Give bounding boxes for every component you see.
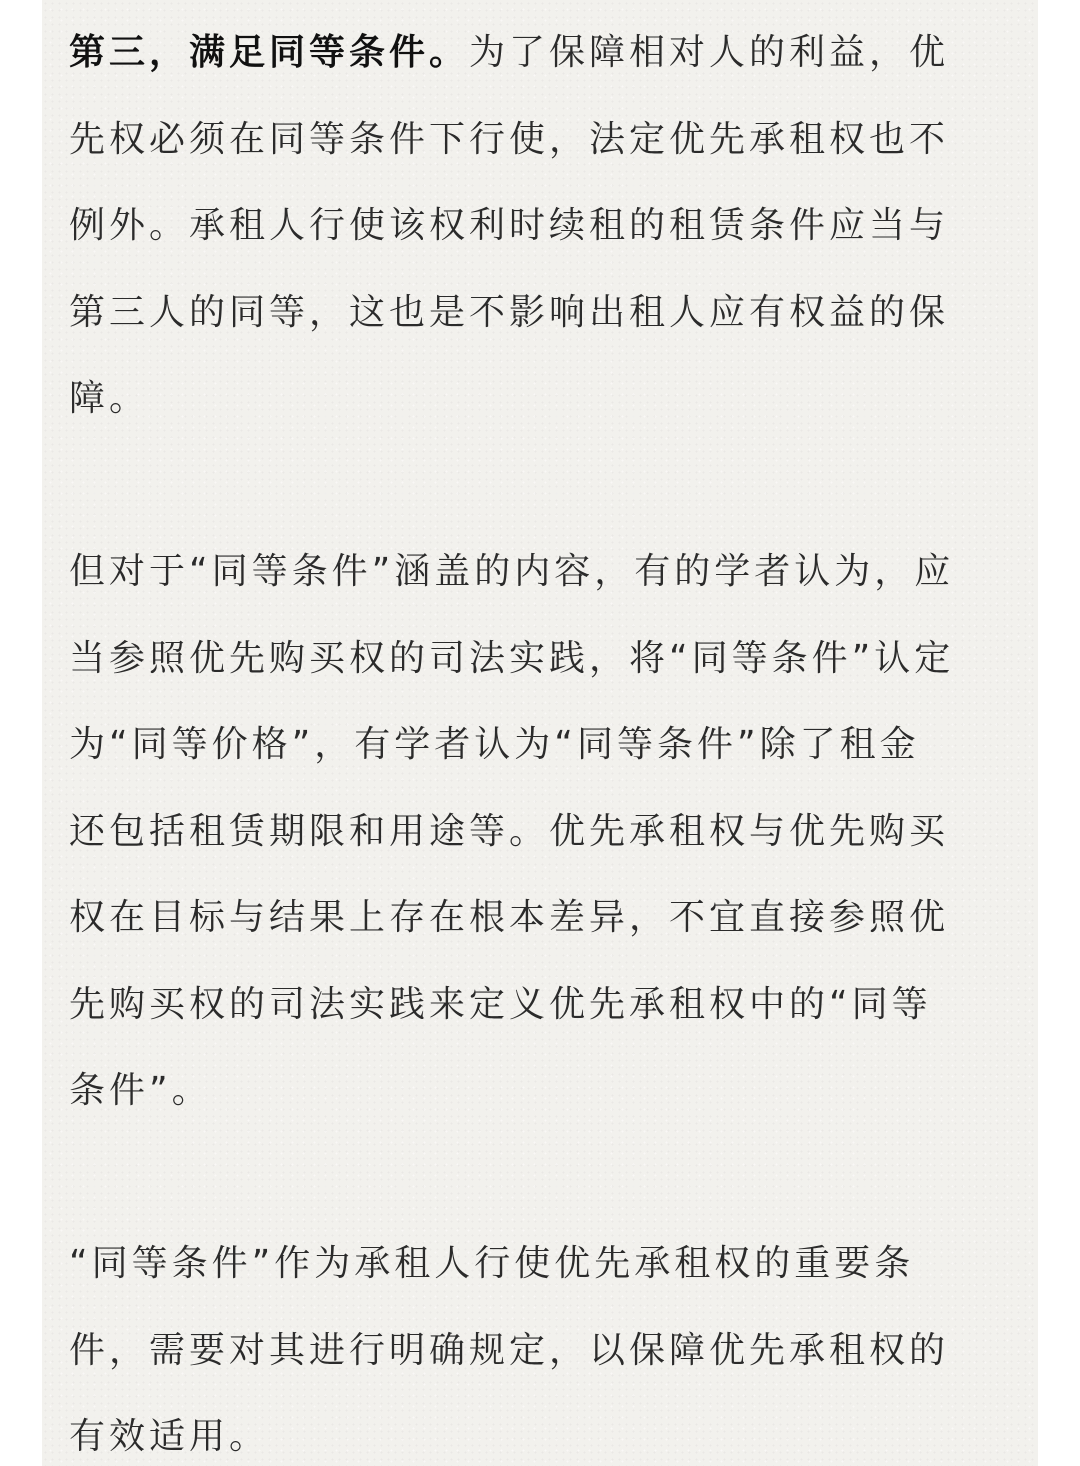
text-line: 有效适用。 (69, 1416, 270, 1457)
text-line: 先购买权的司法实践来定义优先承租权中的“同等 (69, 983, 932, 1025)
text-line: 权在目标与结果上存在根本差异，不宜直接参照优 (69, 897, 950, 938)
text-line: 条件”。 (69, 1070, 212, 1111)
text-line: 为“同等价格”，有学者认为“同等条件”除了租金 (69, 724, 920, 765)
text-line: 还包括租赁期限和用途等。优先承租权与优先购买 (69, 810, 950, 852)
text-line: 例外。承租人行使该权利时续租的租赁条件应当与 (69, 205, 950, 246)
text-fragment: 为了保障相对人的利益，优 (469, 32, 950, 73)
text-line: 件，需要对其进行明确规定，以保障优先承租权的 (69, 1329, 950, 1371)
text-line: 先权必须在同等条件下行使，法定优先承租权也不 (69, 118, 950, 160)
paragraph-scholarly-views (69, 529, 1019, 1135)
text-line: 当参照优先购买权的司法实践，将“同等条件”认定 (69, 637, 955, 679)
text-line: 但对于“同等条件”涵盖的内容，有的学者认为，应 (69, 551, 955, 592)
text-line: 第三人的同等，这也是不影响出租人应有权益的保 (69, 291, 950, 333)
paragraph-conclusion (69, 1221, 1019, 1466)
text-line (69, 10, 1019, 97)
section-heading: 第三，满足同等条件。 (69, 32, 470, 73)
text-line: 障。 (69, 378, 150, 419)
paragraph-equal-conditions-requirement (69, 10, 1019, 443)
text-line: “同等条件”作为承租人行使优先承租权的重要条 (69, 1243, 915, 1284)
article-body (69, 10, 1019, 1466)
